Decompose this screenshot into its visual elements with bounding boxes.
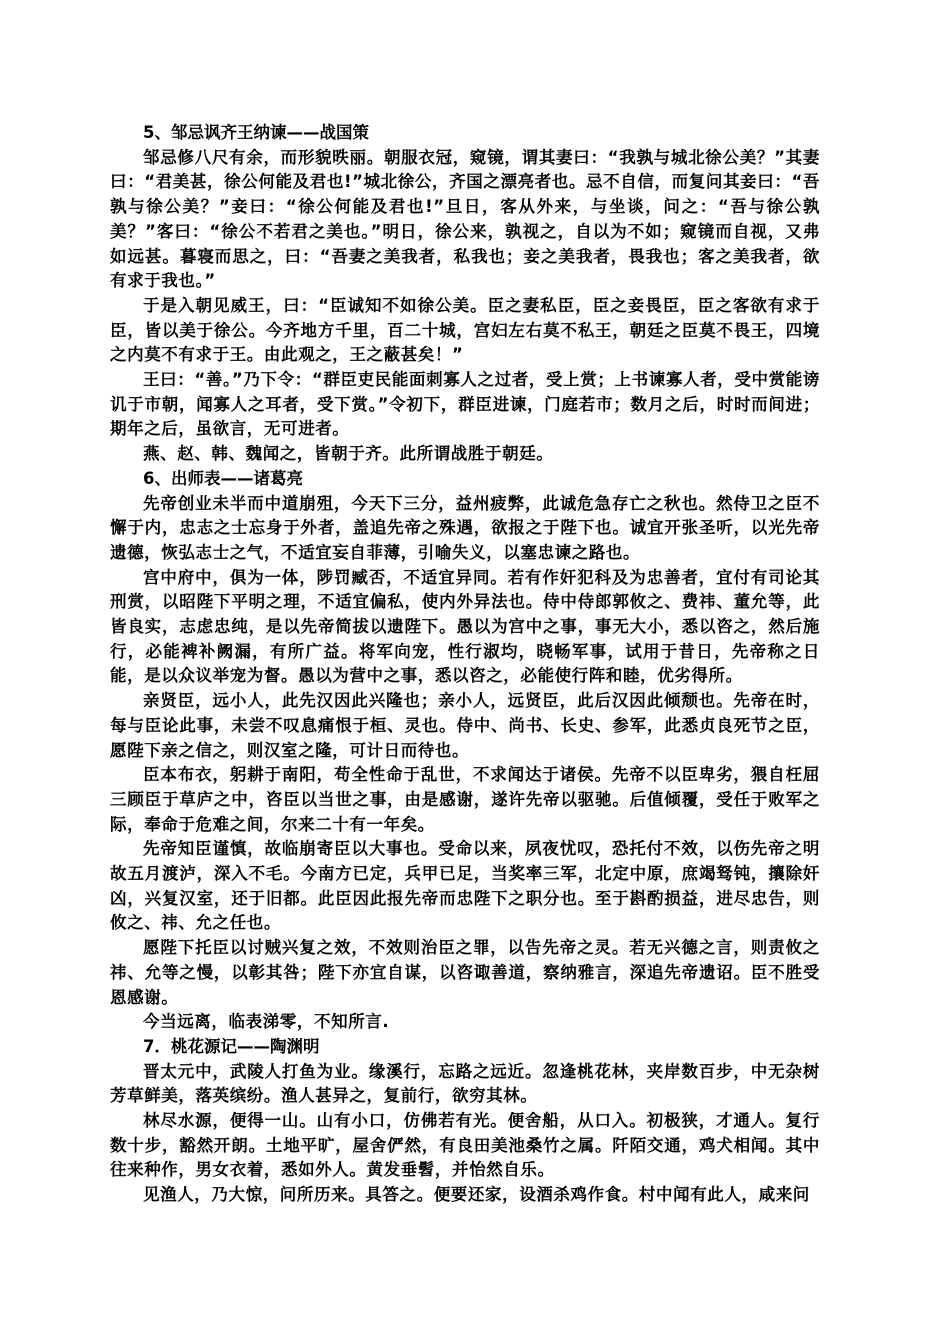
paragraph: 晋太元中，武陵人打鱼为业。缘溪行，忘路之远近。忽逢桃花林，夹岸数百步，中无杂树芳草鲜美，落英缤纷。渔人甚异之，复前行，欲穷其林。 bbox=[110, 1061, 820, 1106]
paragraph: 林尽水源，便得一山。山有小口，仿佛若有光。便舍船，从口入。初极狭，才通人。复行数十步，豁然开朗。土地平旷，屋舍俨然，有良田美池桑竹之属。阡陌交通，鸡犬相闻。其中往来种作，男女衣着，悉如外人。黄发垂髫，并怡然自乐。 bbox=[110, 1111, 820, 1180]
paragraph: 今当远离，临表涕零，不知所言. bbox=[143, 1012, 390, 1032]
paragraph: 于是入朝见威王，曰：“臣诚知不如徐公美。臣之妻私臣，臣之妾畏臣，臣之客欲有求于臣，皆以美于徐公。今齐地方千里，百二十城，宫妇左右莫不私王，朝廷之臣莫不畏王，四境之内莫不有求于王。由此观之，王之蔽甚矣！” bbox=[110, 295, 820, 365]
paragraph: 先帝创业未半而中道崩殂，今天下三分，益州疲弊，此诚危急存亡之秋也。然侍卫之臣不懈于内，忠志之士忘身于外者，盖追先帝之殊遇，欲报之于陛下也。诚宜开张圣听，以光先帝遗德，恢弘志士之气，不适宜妄自菲薄，引喻失义，以塞忠谏之路也。 bbox=[110, 493, 820, 562]
paragraph: 燕、赵、韩、魏闻之，皆朝于齐。此所谓战胜于朝廷。 bbox=[143, 444, 554, 464]
paragraph: 臣本布衣，躬耕于南阳，苟全性命于乱世，不求闻达于诸侯。先帝不以臣卑劣，猥自枉屈三顾臣于草庐之中，咨臣以当世之事，由是感谢，遂许先帝以驱驰。后值倾覆，受任于败军之际，奉命于危难之间，尔来二十有一年矣。 bbox=[110, 765, 820, 834]
paragraph: 先帝知臣谨慎，故临崩寄臣以大事也。受命以来，夙夜忧叹，恐托付不效，以伤先帝之明故五月渡泸，深入不毛。今南方已定，兵甲已足，当奖率三军，北定中原，庶竭驽钝，攘除奸凶，兴复汉室，还于旧都。此臣因此报先帝而忠陛下之职分也。至于斟酌损益，进尽忠告，则攸之、祎、允之任也。 bbox=[110, 839, 820, 933]
paragraph: 见渔人，乃大惊，问所历来。具答之。便要还家，设酒杀鸡作食。村中闻有此人，咸来问 bbox=[143, 1185, 810, 1205]
document-page bbox=[110, 121, 820, 1208]
section-title: 5、邹忌讽齐王纳谏——战国策 bbox=[143, 123, 369, 142]
section-title: 7．桃花源记——陶渊明 bbox=[143, 1036, 320, 1056]
section-title: 6、出师表——诸葛亮 bbox=[143, 468, 303, 488]
paragraph: 亲贤臣，远小人，此先汉因此兴隆也；亲小人，远贤臣，此后汉因此倾颓也。先帝在时，每与臣论此事，未尝不叹息痛恨于桓、灵也。侍中、尚书、长史、参军，此悉贞良死节之臣，愿陛下亲之信之，则汉室之隆，可计日而待也。 bbox=[110, 691, 820, 760]
paragraph: 宫中府中，俱为一体，陟罚臧否，不适宜异同。若有作奸犯科及为忠善者，宜付有司论其刑赏，以昭陛下平明之理，不适宜偏私，使内外异法也。侍中侍郎郭攸之、费祎、董允等，此皆良实，志虑忠纯，是以先帝简拔以遗陛下。愚以为宫中之事，事无大小，悉以咨之，然后施行，必能裨补阙漏，有所广益。将军向宠，性行淑均，晓畅军事，试用于昔日，先帝称之日能，是以众议举宠为督。愚以为营中之事，悉以咨之，必能使行阵和睦，优劣得所。 bbox=[110, 567, 820, 686]
paragraph: 邹忌修八尺有余，而形貌昳丽。朝服衣冠，窥镜，谓其妻曰：“我孰与城北徐公美？”其妻曰：“君美甚，徐公何能及君也!”城北徐公，齐国之漂亮者也。忌不自信，而复问其妾曰：“吾孰与徐公美？”妾曰：“徐公何能及君也!”旦日，客从外来，与坐谈，问之：“吾与徐公孰美？”客曰：“徐公不若君之美也。”明日，徐公来，孰视之，自以为不如；窥镜而自视，又弗如远甚。暮寝而思之，曰：“吾妻之美我者，私我也；妾之美我者，畏我也；客之美我者，欲有求于我也。” bbox=[110, 147, 820, 291]
paragraph: 王曰：“善。”乃下令：“群臣吏民能面刺寡人之过者，受上赏；上书谏寡人者，受中赏能谤讥于市朝，闻寡人之耳者，受下赏。”令初下，群臣进谏，门庭若市；数月之后，时时而间进；期年之后，虽欲言，无可进者。 bbox=[110, 370, 820, 439]
paragraph: 愿陛下托臣以讨贼兴复之效，不效则治臣之罪，以告先帝之灵。若无兴德之言，则责攸之祎、允等之慢，以彰其咎；陛下亦宜自谋，以咨诹善道，察纳雅言，深追先帝遗诏。臣不胜受恩感谢。 bbox=[110, 938, 820, 1007]
